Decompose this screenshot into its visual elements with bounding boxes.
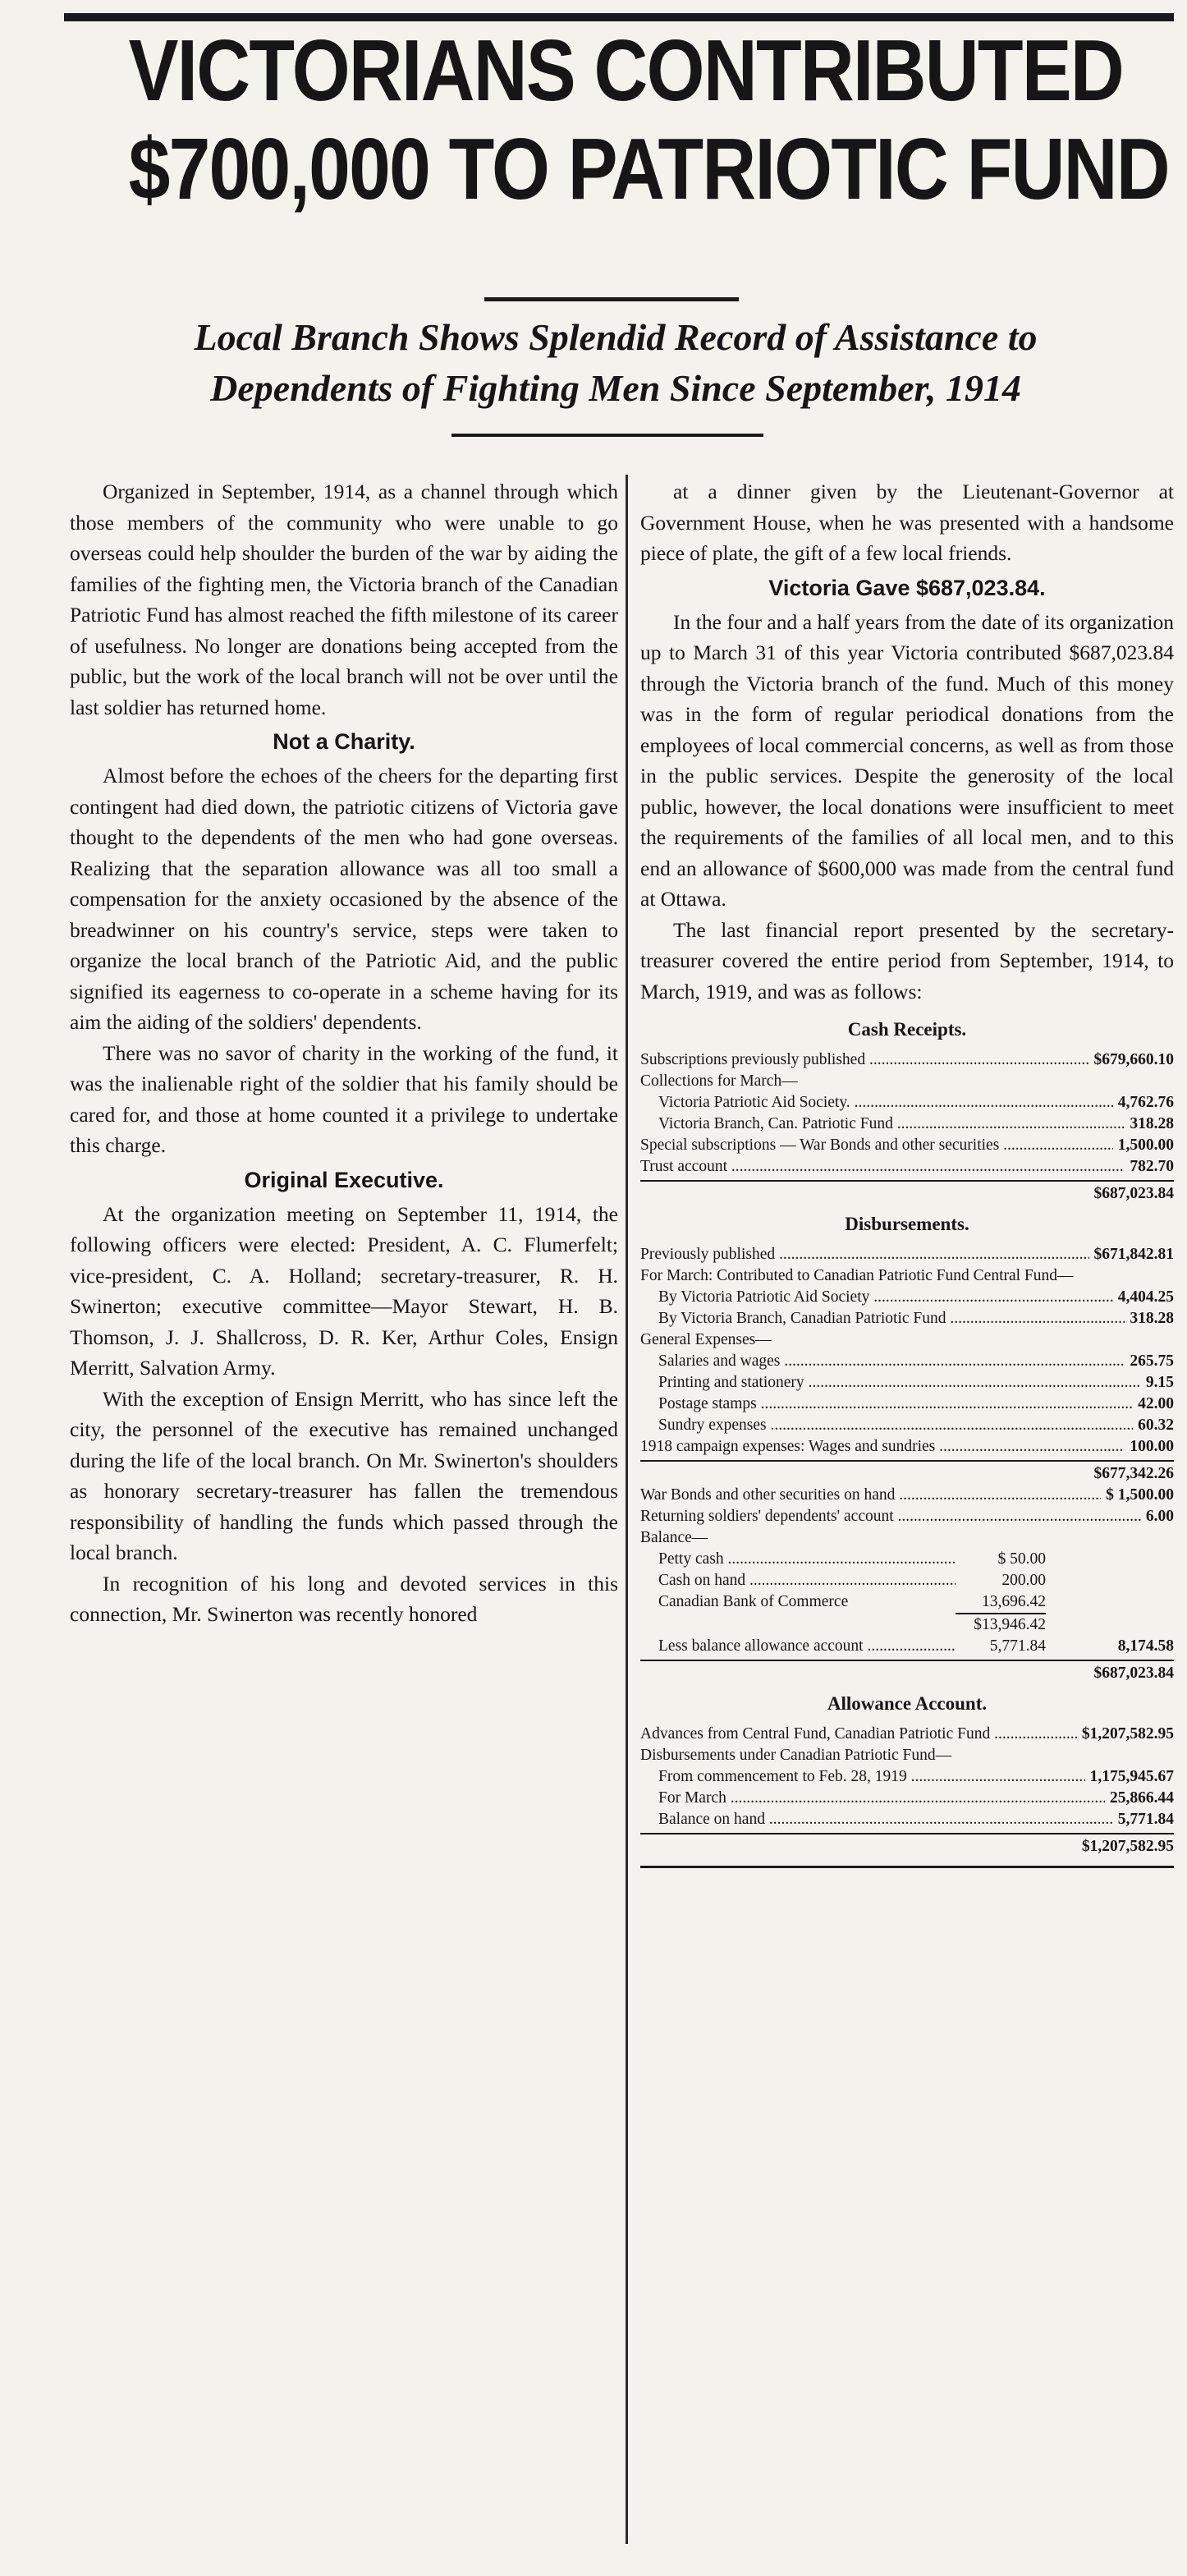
- ledger-row: Canadian Bank of Commerce 13,696.42: [658, 1593, 1046, 1610]
- column-divider: [626, 475, 628, 2544]
- right-column: [640, 476, 1174, 1868]
- ledger-row: Special subscriptions — War Bonds and other securities ..... 1,500.00: [640, 1135, 1174, 1156]
- disbursements-heading: Disbursements.: [845, 1214, 969, 1234]
- subheadline-line-1: Local Branch Shows Splendid Record of Assistance to: [194, 316, 1038, 358]
- paragraph: With the exception of Ensign Merritt, who has since left the city, the personnel of the executive has remained unchanged during the life of the local branch. On Mr. Swinerton's shoulders as honorary secretary-treasurer has fallen the tremendous responsibility of handling the funds which passed through the local branch.: [70, 1386, 618, 1564]
- ledger-end-rule: [640, 1866, 1174, 1868]
- ledger-row: Less balance allowance account ..... 5,771.84 8,174.58: [640, 1636, 1174, 1657]
- ledger-subtotal: $677,342.26: [640, 1460, 1174, 1485]
- ledger-total: $687,023.84: [640, 1660, 1174, 1684]
- cash-receipts-heading: Cash Receipts.: [847, 1019, 967, 1040]
- section-heading-not-a-charity: Not a Charity.: [273, 729, 415, 754]
- paragraph: Almost before the echoes of the cheers for the departing first contingent had died down, the patriotic citizens of Victoria gave thought to the dependents of the men who had gone overseas. Realizing that the separation allowance was all too small a compensation for the anxiety occasioned by the absence of the breadwinner on his country's service, steps were taken to organize the local branch of the Patriotic Aid, and the public signified its eagerness to co-operate in a scheme having for its aim the aiding of the soldiers' dependents.: [70, 764, 618, 1034]
- ledger-row: Victoria Branch, Can. Patriotic Fund ..... 318.28: [640, 1114, 1174, 1135]
- allowance-account-heading: Allowance Account.: [827, 1693, 988, 1714]
- ledger-row: Advances from Central Fund, Canadian Patriotic Fund ..... $1,207,582.95: [640, 1724, 1174, 1745]
- paragraph: Organized in September, 1914, as a channel through which those members of the community who were unable to go overseas could help shoulder the burden of the war by aiding the families of the fighting men, the Victoria branch of the Canadian Patriotic Fund has almost reached the fifth milestone of its career of usefulness. No longer are donations being accepted from the public, but the work of the local branch will not be over until the last soldier has returned home.: [70, 480, 618, 719]
- section-heading-victoria-gave: Victoria Gave $687,023.84.: [768, 575, 1046, 600]
- ledger-total: $687,023.84: [640, 1180, 1174, 1205]
- ledger-row: For March ..... 25,866.44: [640, 1788, 1174, 1809]
- ledger-row: Petty cash ..... $ 50.00: [640, 1549, 1174, 1570]
- ledger-row: Trust account ..... 782.70: [640, 1156, 1174, 1178]
- newspaper-clipping: [16, 0, 1174, 2576]
- paragraph: In recognition of his long and devoted services in this connection, Mr. Swinerton was recently honored: [70, 1571, 618, 1626]
- ledger-row: Subscriptions previously published ..... $679,660.10: [640, 1049, 1174, 1071]
- ledger-row: Printing and stationery ..... 9.15: [640, 1372, 1174, 1394]
- ledger-row: Balance on hand ..... 5,771.84: [640, 1809, 1174, 1830]
- ledger-row: Postage stamps ..... 42.00: [640, 1394, 1174, 1415]
- ledger-row: By Victoria Patriotic Aid Society ..... 4,404.25: [640, 1287, 1174, 1308]
- paragraph: There was no savor of charity in the working of the fund, it was the inalienable right of the soldier that his family should be cared for, and those at home counted it a privilege to undertake this charge.: [70, 1040, 618, 1157]
- ledger-row: Balance—: [640, 1529, 708, 1546]
- ledger-row: By Victoria Branch, Canadian Patriotic Fund ..... 318.28: [640, 1308, 1174, 1329]
- paragraph: In the four and a half years from the date of its organization up to March 31 of this year Victoria contributed $687,023.84 through the Victoria branch of the fund. Much of this money was in the form of regular periodical donations from the employees of local commercial concerns, as well as from those in the public services. Despite the generosity of the local public, however, the local donations were insufficient to meet the requirements of the families of all local men, and to this end an allowance of $600,000 was made from the central fund at Ottawa.: [640, 609, 1174, 911]
- top-rule: [64, 13, 1174, 21]
- headline-line-1: VICTORIANS CONTRIBUTED: [128, 22, 1124, 119]
- ledger-row: For March: Contributed to Canadian Patriotic Fund Central Fund—: [640, 1267, 1074, 1284]
- ledger-row: Disbursements under Canadian Patriotic Fund—: [640, 1747, 952, 1764]
- subheadline: [49, 312, 1182, 414]
- headline: [128, 21, 1169, 218]
- ledger-row: Cash on hand ..... 200.00: [640, 1570, 1174, 1591]
- ledger-row: Sundry expenses ..... 60.32: [640, 1415, 1174, 1436]
- subheadline-rule: [451, 434, 763, 437]
- ledger-row: General Expenses—: [640, 1331, 772, 1348]
- section-heading-original-executive: Original Executive.: [244, 1167, 444, 1192]
- ledger-row: Collections for March—: [640, 1072, 798, 1090]
- ledger-row: 1918 campaign expenses: Wages and sundries ..... 100.00: [640, 1436, 1174, 1458]
- ledger-row: Returning soldiers' dependents' account ..... 6.00: [640, 1506, 1174, 1527]
- ledger-row: Previously published ..... $671,842.81: [640, 1244, 1174, 1265]
- paragraph: At the organization meeting on September 11, 1914, the following officers were elected: President, A. C. Flumerfelt; vice-president, C. A. Holland; secretary-treasurer, R. H. Swinerton; executive committee—Mayor Stewart, H. B. Thomson, J. J. Shallcross, D. R. Ker, Arthur Coles, Ensign Merritt, Salvation Army.: [70, 1201, 618, 1380]
- left-column: [70, 476, 618, 1630]
- ledger-total: $1,207,582.95: [640, 1833, 1174, 1857]
- ledger-row: Victoria Patriotic Aid Society. ..... 4,762.76: [640, 1092, 1174, 1114]
- financial-report: [640, 1015, 1174, 1868]
- ledger-row: $13,946.42: [640, 1613, 1174, 1636]
- ledger-row: Salaries and wages ..... 265.75: [640, 1351, 1174, 1372]
- headline-rule: [484, 297, 739, 301]
- headline-line-2: $700,000 TO PATRIOTIC FUND: [128, 121, 1169, 218]
- ledger-row: From commencement to Feb. 28, 1919 ..... 1,175,945.67: [640, 1766, 1174, 1788]
- paragraph: at a dinner given by the Lieutenant-Governor at Government House, when he was presented with a handsome piece of plate, the gift of a few local friends.: [640, 480, 1174, 565]
- ledger-row: War Bonds and other securities on hand ..... $ 1,500.00: [640, 1485, 1174, 1506]
- paragraph: The last financial report presented by the secretary-treasurer covered the entire period from September, 1914, to March, 1919, and was as follows:: [640, 917, 1174, 1003]
- subheadline-line-2: Dependents of Fighting Men Since September, 1914: [210, 367, 1021, 409]
